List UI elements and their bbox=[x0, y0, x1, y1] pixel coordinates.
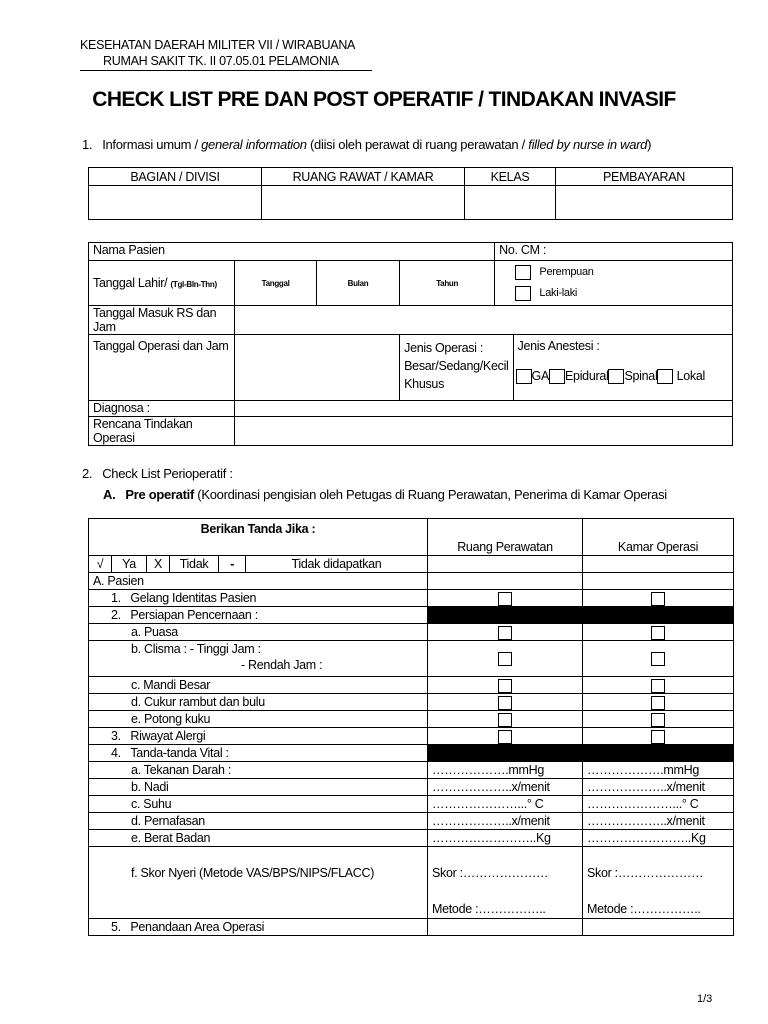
skor-ruang-cell[interactable]: Skor :………………… Metode :…………….. bbox=[428, 847, 583, 919]
nadi-kamar-field[interactable]: ………………..x/menit bbox=[583, 779, 734, 796]
perempuan-checkbox[interactable] bbox=[515, 265, 531, 280]
epidural-checkbox[interactable] bbox=[549, 369, 565, 384]
spinal-checkbox[interactable] bbox=[608, 369, 624, 384]
item-cukur: d. Cukur rambut dan bulu bbox=[89, 694, 428, 711]
gender-cell bbox=[495, 261, 733, 306]
kuku-kamar-checkbox[interactable] bbox=[651, 713, 665, 727]
item-penandaan: 5. Penandaan Area Operasi bbox=[89, 919, 428, 936]
lokal-checkbox[interactable] bbox=[657, 369, 673, 384]
info-table bbox=[88, 167, 733, 220]
checklist-table bbox=[88, 518, 734, 936]
section-2-heading: 2. Check List Perioperatif : bbox=[82, 466, 233, 481]
tgl-masuk-field[interactable] bbox=[235, 306, 733, 335]
legend-ya: Ya bbox=[112, 556, 147, 573]
blacked-cell bbox=[583, 607, 734, 624]
suhu-kamar-field[interactable]: …………………...° C bbox=[583, 796, 734, 813]
cukur-ruang-checkbox[interactable] bbox=[498, 696, 512, 710]
table-row bbox=[89, 796, 734, 813]
pembayaran-field[interactable] bbox=[556, 186, 733, 220]
nama-pasien-label: Nama Pasien bbox=[89, 243, 495, 261]
diagnosa-label: Diagnosa : bbox=[89, 401, 235, 417]
item-skor-nyeri: f. Skor Nyeri (Metode VAS/BPS/NIPS/FLACC) bbox=[89, 847, 428, 919]
mandi-kamar-checkbox[interactable] bbox=[651, 679, 665, 693]
ga-checkbox[interactable] bbox=[516, 369, 532, 384]
rencana-field[interactable] bbox=[235, 417, 733, 446]
table-row bbox=[89, 694, 734, 711]
penandaan-kamar-field[interactable] bbox=[583, 919, 734, 936]
page-title: CHECK LIST PRE DAN POST OPERATIF / TINDAKAN INVASIF bbox=[92, 88, 676, 111]
item-vital: 4. Tanda-tanda Vital : bbox=[89, 745, 428, 762]
nadi-ruang-field[interactable]: ………………..x/menit bbox=[428, 779, 583, 796]
skor-kamar-cell[interactable]: Skor :………………… Metode :…………….. bbox=[583, 847, 734, 919]
jenis-operasi-cell: Jenis Operasi : Besar/Sedang/Kecil Khusus bbox=[400, 335, 513, 401]
patient-table bbox=[88, 242, 733, 446]
table-row bbox=[89, 830, 734, 847]
blacked-cell bbox=[428, 745, 583, 762]
tekanan-kamar-field[interactable]: ……………….mmHg bbox=[583, 762, 734, 779]
kelas-field[interactable] bbox=[465, 186, 556, 220]
table-row bbox=[89, 745, 734, 762]
gelang-ruang-checkbox[interactable] bbox=[498, 592, 512, 606]
laki-label: Laki-laki bbox=[539, 287, 578, 299]
tahun-field[interactable]: Tahun bbox=[400, 261, 495, 306]
bagian-field[interactable] bbox=[89, 186, 262, 220]
tgl-operasi-field[interactable] bbox=[235, 335, 400, 401]
col-kelas: KELAS bbox=[465, 168, 556, 186]
table-row bbox=[89, 607, 734, 624]
page-number: 1/3 bbox=[697, 993, 713, 1005]
berikan-tanda-header: Berikan Tanda Jika : bbox=[89, 519, 428, 556]
suhu-ruang-field[interactable]: …………………...° C bbox=[428, 796, 583, 813]
pernafasan-kamar-field[interactable]: ………………..x/menit bbox=[583, 813, 734, 830]
puasa-kamar-checkbox[interactable] bbox=[651, 626, 665, 640]
cukur-kamar-checkbox[interactable] bbox=[651, 696, 665, 710]
pernafasan-ruang-field[interactable]: ………………..x/menit bbox=[428, 813, 583, 830]
section-a-pasien: A. Pasien bbox=[89, 573, 428, 590]
table-row bbox=[89, 590, 734, 607]
penandaan-ruang-field[interactable] bbox=[428, 919, 583, 936]
table-row bbox=[89, 624, 734, 641]
table-row bbox=[89, 847, 734, 919]
legend-x: X bbox=[147, 556, 170, 573]
item-gelang: 1. Gelang Identitas Pasien bbox=[89, 590, 428, 607]
legend-ruang-blank bbox=[428, 556, 583, 573]
alergi-ruang-checkbox[interactable] bbox=[498, 730, 512, 744]
section-1-heading: 1. Informasi umum / general information (diisi oleh perawat di ruang perawatan / filled by nurse in ward) bbox=[82, 137, 652, 152]
col-ruang-rawat: RUANG RAWAT / KAMAR bbox=[262, 168, 465, 186]
table-row bbox=[89, 762, 734, 779]
legend-tidak: Tidak bbox=[170, 556, 219, 573]
table-row bbox=[89, 711, 734, 728]
diagnosa-field[interactable] bbox=[235, 401, 733, 417]
clisma-kamar-checkbox[interactable] bbox=[651, 652, 665, 666]
berat-kamar-field[interactable]: ……………………..Kg bbox=[583, 830, 734, 847]
no-cm-label: No. CM : bbox=[495, 243, 733, 261]
tekanan-ruang-field[interactable]: ……………….mmHg bbox=[428, 762, 583, 779]
berat-ruang-field[interactable]: ……………………..Kg bbox=[428, 830, 583, 847]
blacked-cell bbox=[583, 745, 734, 762]
item-nadi: b. Nadi bbox=[89, 779, 428, 796]
tgl-masuk-label: Tanggal Masuk RS dan Jam bbox=[89, 306, 235, 335]
table-row bbox=[89, 779, 734, 796]
item-puasa: a. Puasa bbox=[89, 624, 428, 641]
table-row bbox=[89, 641, 734, 677]
tgl-operasi-label: Tanggal Operasi dan Jam bbox=[89, 335, 235, 401]
item-mandi: c. Mandi Besar bbox=[89, 677, 428, 694]
table-row bbox=[89, 728, 734, 745]
header-line-2: RUMAH SAKIT TK. II 07.05.01 PELAMONIA bbox=[103, 54, 339, 68]
table-row bbox=[89, 677, 734, 694]
legend-check: √ bbox=[89, 556, 112, 573]
item-berat-badan: e. Berat Badan bbox=[89, 830, 428, 847]
header-line-1: KESEHATAN DAERAH MILITER VII / WIRABUANA bbox=[80, 38, 356, 52]
mandi-ruang-checkbox[interactable] bbox=[498, 679, 512, 693]
col-pembayaran: PEMBAYARAN bbox=[556, 168, 733, 186]
legend-tidak-didapatkan: Tidak didapatkan bbox=[246, 556, 428, 573]
table-row bbox=[89, 919, 734, 936]
perempuan-label: Perempuan bbox=[539, 266, 594, 278]
blacked-cell bbox=[428, 607, 583, 624]
item-suhu: c. Suhu bbox=[89, 796, 428, 813]
item-potong-kuku: e. Potong kuku bbox=[89, 711, 428, 728]
rencana-label: Rencana Tindakan Operasi bbox=[89, 417, 235, 446]
clisma-ruang-checkbox[interactable] bbox=[498, 652, 512, 666]
item-alergi: 3. Riwayat Alergi bbox=[89, 728, 428, 745]
jenis-anestesi-cell: Jenis Anestesi : GA Epidural Spinal Lokal bbox=[513, 335, 732, 401]
gelang-kamar-checkbox[interactable] bbox=[651, 592, 665, 606]
item-tekanan-darah: a. Tekanan Darah : bbox=[89, 762, 428, 779]
col-bagian: BAGIAN / DIVISI bbox=[89, 168, 262, 186]
header-underline bbox=[80, 70, 372, 71]
kuku-ruang-checkbox[interactable] bbox=[498, 713, 512, 727]
alergi-kamar-checkbox[interactable] bbox=[651, 730, 665, 744]
item-clisma: b. Clisma : - Tinggi Jam : - Rendah Jam : bbox=[89, 641, 428, 677]
puasa-ruang-checkbox[interactable] bbox=[498, 626, 512, 640]
legend-dash: - bbox=[219, 556, 246, 573]
table-row bbox=[89, 813, 734, 830]
item-pernafasan: d. Pernafasan bbox=[89, 813, 428, 830]
col-ruang-perawatan: Ruang Perawatan bbox=[428, 519, 583, 556]
bulan-field[interactable]: Bulan bbox=[316, 261, 399, 306]
tanggal-lahir-label: Tanggal Lahir/ (Tgl-Bln-Thn) bbox=[89, 261, 235, 306]
col-kamar-operasi: Kamar Operasi bbox=[583, 519, 734, 556]
tanggal-field[interactable]: Tanggal bbox=[235, 261, 316, 306]
section-2a-heading: A. Pre operatif (Koordinasi pengisian oleh Petugas di Ruang Perawatan, Penerima di Kamar Operasi bbox=[103, 487, 667, 502]
item-persiapan: 2. Persiapan Pencernaan : bbox=[89, 607, 428, 624]
legend-kamar-blank bbox=[583, 556, 734, 573]
laki-checkbox[interactable] bbox=[515, 286, 531, 301]
ruang-rawat-field[interactable] bbox=[262, 186, 465, 220]
